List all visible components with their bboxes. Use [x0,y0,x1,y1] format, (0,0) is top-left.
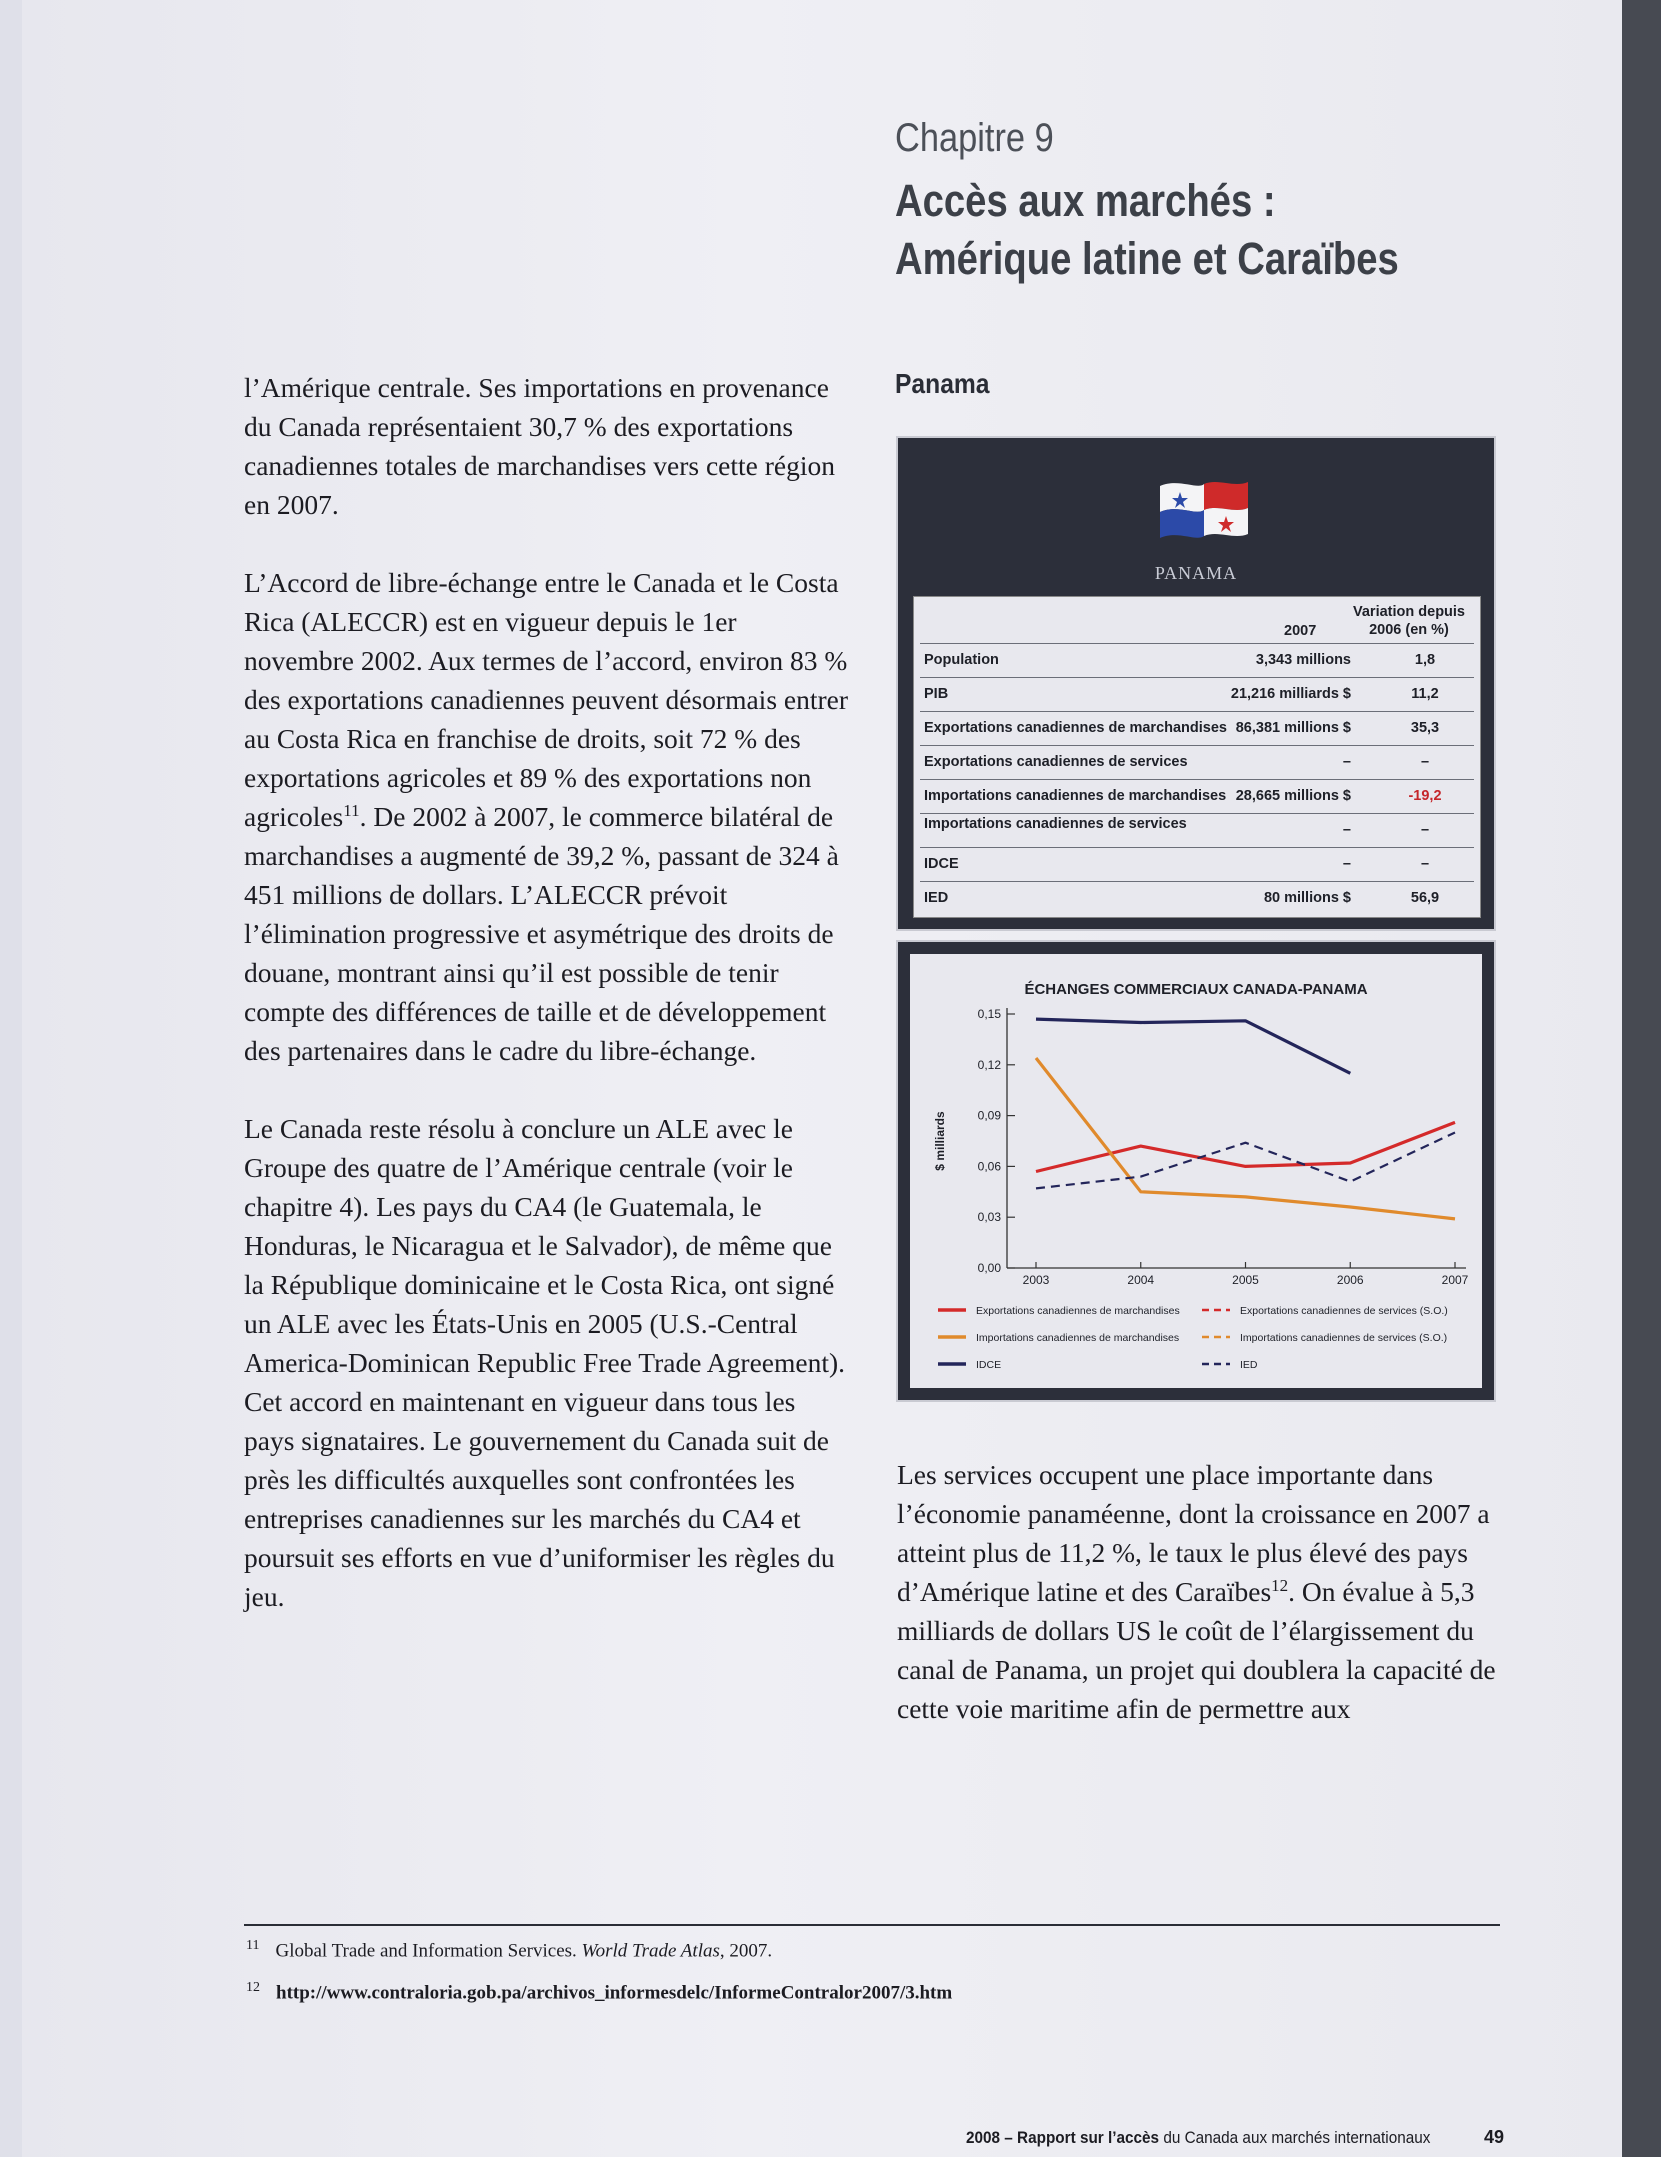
right-column: Les services occupent une place importante dans l’économie panaméenne, dont la croissance en 2007 a atteint plus de 11,2 %, le taux le plus élevé des pays d’Amérique latine et des Caraïbes$^{12}$. On évalue à 5,3 milliards de dollars US le coût de l’élargissement du canal de Panama, un projet qui doublera la capacité de cette voie maritime afin de permettre aux [897,1459,1496,1724]
column-header-2007: 2007 [1284,623,1317,639]
paragraph: Le Canada reste résolu à conclure un ALE avec le Groupe des quatre de l’Amérique centrale (voir le chapitre 4). Les pays du CA4 (le Guatemala, le Honduras, le Nicaragua et le Salvador), de même que la République dominicaine et le Costa Rica, ont signé un ALE avec les États-Unis en 2005 (U.S.-Central America-Dominican Republic Free Trade Agreement). Cet accord en maintenant en vigueur dans tous les pays signataires. Le gouvernement du Canada suit de près les difficultés auxquelles sont confrontées les entreprises canadiennes sur les marchés du CA4 et poursuit ses efforts en vue d’uniformiser les règles du jeu. [244,1113,845,1612]
y-axis-label: $ milliards [933,1111,947,1171]
footnote-12: $^{12}$ http://www.contraloria.gob.pa/archivos_informesdelc/InformeContralor2007/3.htm [246,1980,953,2004]
legend-label: Importations canadiennes de services (S.O.) [1240,1332,1448,1344]
y-tick-label: 0,03 [977,1210,1001,1225]
table-row: Exportations canadiennes de services – – [920,745,1474,778]
column-header-variation: Variation depuis 2006 (en %) [1353,604,1465,638]
chapter-title-line2: Amérique latine et Caraïbes [895,233,1399,284]
chart-area [910,954,1482,1388]
left-column [244,368,849,1655]
country-profile-box [896,436,1496,931]
indicators-table [913,596,1481,918]
legend-label: Exportations canadiennes de services (S.O.) [1240,1305,1448,1317]
table-row: Importations canadiennes de marchandises 28,665 millions $ -19,2 [920,779,1474,812]
section-heading: Panama [895,368,990,399]
table-row: IED 80 millions $ 56,9 [920,881,1474,914]
y-tick-label: 0,09 [977,1108,1001,1123]
y-tick-label: 0,00 [977,1261,1001,1275]
country-label: PANAMA [1154,563,1238,583]
series-line-0 [1036,1122,1455,1171]
x-tick-label: 2005 [1232,1273,1259,1287]
chapter-title [895,172,1399,288]
line-chart [910,954,1482,1388]
footnote-ref[interactable]: 12 [1271,1575,1289,1595]
legend-label: Importations canadiennes de marchandises [976,1332,1180,1344]
series-line-5 [1036,1133,1455,1189]
footnote-11: $^{11}$ Global Trade and Information Services. World Trade Atlas, 2007. [246,1938,773,1962]
y-tick-label: 0,06 [977,1159,1001,1174]
paragraph: l’Amérique centrale. Ses importations en provenance du Canada représentaient 30,7 % des exportations canadiennes totales de marchandises vers cette région en 2007. [244,372,835,520]
y-tick-label: 0,12 [977,1057,1001,1072]
x-tick-label: 2004 [1127,1273,1155,1287]
series-line-1 [1036,1058,1455,1219]
legend-label: IDCE [976,1359,1002,1371]
series-line-2 [1036,1019,1350,1073]
footnote-divider [244,1924,1500,1926]
paragraph: L’Accord de libre-échange entre le Canada et le Costa Rica (ALECCR) est en vigueur depuis le 1er novembre 2002. Aux termes de l’accord, environ 83 % des exportations canadiennes peuvent désormais entrer au Costa Rica en franchise de droits, soit 72 % des exportations agricoles et 89 % des exportations non agricoles$^{11}$. De 2002 à 2007, le commerce bilatéral de marchandises a augmenté de 39,2 %, passant de 324 à 451 millions de dollars. L’ALECCR prévoit l’élimination progressive et asymétrique des droits de douane, montrant ainsi qu’il est possible de tenir compte des différences de taille et de développement des partenaires dans le cadre du libre-échange. [244,567,849,1066]
table-row: IDCE – – [920,847,1474,880]
footnote-link[interactable]: http://www.contraloria.gob.pa/archivos_informesdelc/InformeContralor2007/3.htm [276,1982,953,2004]
footnote-ref[interactable]: 11 [343,800,360,820]
page-footer: 2008 – Rapport sur l’accès du Canada aux marchés internationaux [966,2128,1431,2147]
table-row: PIB 21,216 milliards $ 11,2 [920,677,1474,710]
x-tick-label: 2007 [1441,1273,1469,1287]
panama-flag-icon [1158,476,1250,540]
legend-label: Exportations canadiennes de marchandises [976,1305,1180,1317]
chart-title: ÉCHANGES COMMERCIAUX CANADA-PANAMA [1024,981,1368,998]
table-row: Population 3,343 millions 1,8 [920,643,1474,676]
chapter-number: Chapitre 9 [895,116,1054,160]
trade-chart-box [896,940,1496,1402]
y-tick-label: 0,15 [977,1007,1001,1021]
chapter-title-line1: Accès aux marchés : [895,175,1276,226]
page-number: 49 [1484,2127,1505,2147]
x-tick-label: 2003 [1022,1273,1050,1287]
legend-label: IED [1240,1359,1258,1371]
page-edge [1622,0,1661,2157]
x-tick-label: 2006 [1336,1273,1364,1287]
table-row: Exportations canadiennes de marchandises 86,381 millions $ 35,3 [920,711,1474,744]
table-row: Importations canadiennes de services – – [920,813,1474,846]
